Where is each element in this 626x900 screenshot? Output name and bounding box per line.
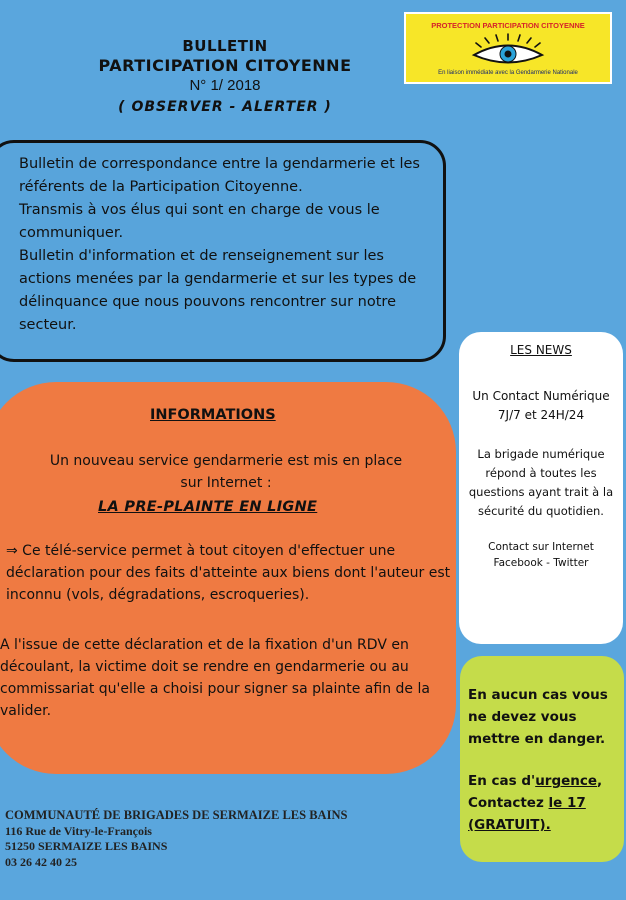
header-motto: ( OBSERVER - ALERTER ) (118, 99, 332, 115)
informations-lead (16, 450, 436, 494)
pre-plainte-title: LA PRE-PLAINTE EN LIGNE (98, 499, 318, 515)
footer-street: 116 Rue de Vitry-le-François (5, 823, 152, 838)
emergency-number: le 17 (548, 795, 586, 811)
news-title: LES NEWS (510, 343, 572, 357)
emergency-box (460, 656, 624, 862)
emergency-free: (GRATUIT). (468, 817, 551, 833)
intro-paragraph-2: Transmis à vos élus qui sont en charge de vous le communiquer. (19, 202, 380, 241)
bulletin-number: N° 1/ 2018 (189, 77, 261, 94)
news-social-line-2: Facebook - Twitter (493, 557, 589, 569)
participation-citoyenne-logo (404, 12, 612, 84)
bulletin-header (40, 36, 410, 118)
footer-address (5, 808, 347, 870)
emergency-warning: En aucun cas vous ne devez vous mettre en danger. (468, 687, 608, 747)
footer-phone: 03 26 42 40 25 (5, 854, 77, 869)
emergency-suffix: , (597, 773, 603, 789)
informations-lead-line-2: sur Internet : (180, 475, 272, 491)
header-title: BULLETIN (182, 37, 268, 55)
news-contact-line-2: 7J/7 et 24H/24 (497, 408, 585, 422)
informations-title: INFORMATIONS (150, 407, 276, 423)
footer-city: 51250 SERMAIZE LES BAINS (5, 839, 168, 853)
news-contact (459, 387, 623, 425)
news-contact-line-1: Un Contact Numérique (472, 389, 610, 403)
news-box (459, 332, 623, 644)
emergency-contactez: Contactez (468, 795, 549, 811)
logo-top-text: PROTECTION PARTICIPATION CITOYENNE (431, 21, 585, 30)
informations-paragraph-2: A l'issue de cette déclaration et de la fixation d'un RDV en découlant, la victime doit se rendre en gendarmerie ou au commissariat qu'elle a choisi pour signer sa plainte afin de la valider. (0, 637, 430, 719)
header-subtitle: PARTICIPATION CITOYENNE (98, 56, 352, 75)
informations-lead-line-1: Un nouveau service gendarmerie est mis en place (49, 453, 403, 469)
eye-icon (468, 32, 548, 68)
informations-paragraph-1: ⇒ Ce télé-service permet à tout citoyen d'effectuer une déclaration pour des faits d'atteinte aux biens dont l'auteur est inconnu (vols, dégradations, escroqueries). (6, 543, 451, 603)
news-social (459, 539, 623, 571)
informations-box (0, 382, 456, 774)
logo-bottom-text: En liaison immédiate avec la Gendarmerie Nationale (438, 70, 578, 76)
intro-box (0, 140, 446, 362)
emergency-prefix: En cas d' (468, 773, 536, 789)
emergency-word: urgence (535, 773, 598, 789)
intro-paragraph-3: Bulletin d'information et de renseignement sur les actions menées par la gendarmerie et sur les types de délinquance que nous pouvons rencontrer sur notre secteur. (19, 248, 417, 333)
footer-unit-name: COMMUNAUTÉ DE BRIGADES DE SERMAIZE LES BAINS (5, 808, 348, 822)
emergency-number-line (468, 792, 624, 814)
news-brigade-text: La brigade numérique répond à toutes les questions ayant trait à la sécurité du quotidien. (468, 447, 614, 518)
emergency-contact (468, 770, 624, 792)
news-social-line-1: Contact sur Internet (488, 541, 594, 553)
intro-paragraph-1: Bulletin de correspondance entre la gendarmerie et les référents de la Participation Citoyenne. (19, 156, 420, 195)
